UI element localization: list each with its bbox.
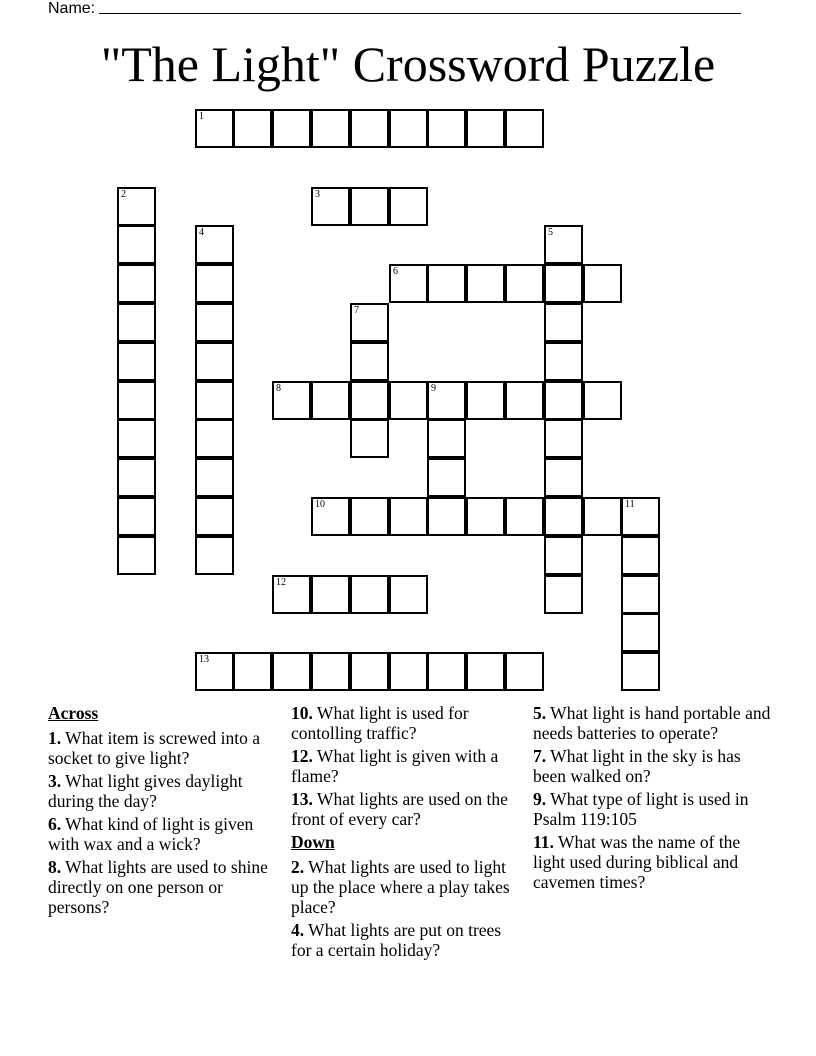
grid-cell[interactable] [389, 109, 428, 148]
clue-number-label: 4. [291, 920, 305, 940]
clue-number-label: 2. [291, 857, 305, 877]
clue-text: What light in the sky is has been walked on? [533, 746, 741, 786]
clue-text: What light is used for contolling traffic? [291, 703, 469, 743]
grid-cell[interactable] [272, 652, 311, 691]
grid-cell[interactable] [117, 187, 156, 226]
clue-number: 11 [625, 499, 635, 510]
grid-cell[interactable] [195, 303, 234, 342]
grid-cell[interactable] [466, 109, 505, 148]
grid-cell[interactable] [427, 264, 466, 303]
grid-cell[interactable] [117, 536, 156, 575]
grid-cell[interactable] [195, 536, 234, 575]
grid-cell[interactable] [544, 381, 583, 420]
clue-number-label: 3. [48, 771, 62, 791]
grid-cell[interactable] [117, 458, 156, 497]
clue-text: What kind of light is given with wax and a wick? [48, 814, 254, 854]
grid-cell[interactable] [621, 497, 660, 536]
name-label: Name: [48, 0, 96, 17]
grid-cell[interactable] [544, 575, 583, 614]
clue-text: What light gives daylight during the day? [48, 771, 243, 811]
grid-cell[interactable] [272, 381, 311, 420]
clues-column-1 [48, 703, 280, 920]
clue-item [533, 703, 773, 743]
clue-text: What lights are used to shine directly on one person or persons? [48, 857, 268, 917]
grid-cell[interactable] [350, 109, 389, 148]
grid-cell[interactable] [427, 109, 466, 148]
grid-cell[interactable] [621, 575, 660, 614]
grid-cell[interactable] [272, 109, 311, 148]
grid-cell[interactable] [117, 264, 156, 303]
clue-number: 1 [199, 111, 204, 122]
grid-cell[interactable] [544, 342, 583, 381]
grid-cell[interactable] [350, 575, 389, 614]
clue-item [48, 814, 280, 854]
grid-cell[interactable] [350, 652, 389, 691]
clue-number-label: 10. [291, 703, 313, 723]
grid-cell[interactable] [117, 497, 156, 536]
clue-text: What was the name of the light used during biblical and cavemen times? [533, 832, 741, 892]
clue-number-label: 8. [48, 857, 62, 877]
clue-number: 7 [354, 305, 359, 316]
clue-text: What lights are used to light up the place where a play takes place? [291, 857, 510, 917]
clue-number-label: 1. [48, 728, 62, 748]
grid-cell[interactable] [583, 381, 622, 420]
clue-number: 9 [431, 383, 436, 394]
grid-cell[interactable] [195, 264, 234, 303]
grid-cell[interactable] [389, 264, 428, 303]
grid-cell[interactable] [544, 497, 583, 536]
grid-cell[interactable] [544, 303, 583, 342]
clue-item [48, 728, 280, 768]
clue-item [533, 746, 773, 786]
grid-cell[interactable] [389, 652, 428, 691]
clue-number-label: 11. [533, 832, 554, 852]
grid-cell[interactable] [350, 381, 389, 420]
grid-cell[interactable] [544, 225, 583, 264]
grid-cell[interactable] [117, 342, 156, 381]
grid-cell[interactable] [195, 109, 234, 148]
grid-cell[interactable] [195, 458, 234, 497]
grid-cell[interactable] [195, 419, 234, 458]
grid-cell[interactable] [544, 419, 583, 458]
clue-number-label: 6. [48, 814, 62, 834]
grid-cell[interactable] [117, 303, 156, 342]
grid-cell[interactable] [350, 497, 389, 536]
clue-number: 4 [199, 227, 204, 238]
clue-number-label: 12. [291, 746, 313, 766]
grid-cell[interactable] [427, 497, 466, 536]
clue-number: 13 [199, 654, 209, 665]
name-underline[interactable] [99, 0, 741, 14]
clue-number-label: 13. [291, 789, 313, 809]
grid-cell[interactable] [350, 419, 389, 458]
grid-cell[interactable] [311, 109, 350, 148]
clue-item [291, 789, 523, 829]
grid-cell[interactable] [350, 187, 389, 226]
clue-text: What lights are used on the front of every car? [291, 789, 508, 829]
name-field[interactable] [48, 0, 748, 22]
grid-cell[interactable] [505, 264, 544, 303]
clue-text: What lights are put on trees for a certain holiday? [291, 920, 502, 960]
puzzle-title: "The Light" Crossword Puzzle [100, 36, 716, 92]
clue-number: 6 [393, 266, 398, 277]
section-heading-down: Down [291, 832, 335, 852]
grid-cell[interactable] [621, 652, 660, 691]
clue-number: 5 [548, 227, 553, 238]
grid-cell[interactable] [311, 187, 350, 226]
grid-cell[interactable] [195, 342, 234, 381]
grid-cell[interactable] [621, 536, 660, 575]
clue-item [291, 857, 523, 917]
clue-number-label: 7. [533, 746, 547, 766]
grid-cell[interactable] [544, 458, 583, 497]
grid-cell[interactable] [544, 536, 583, 575]
grid-cell[interactable] [466, 497, 505, 536]
grid-cell[interactable] [117, 381, 156, 420]
grid-cell[interactable] [389, 187, 428, 226]
clue-item [291, 703, 523, 743]
clue-number: 8 [276, 383, 281, 394]
clues-column-3 [533, 703, 773, 895]
clue-number: 2 [121, 189, 126, 200]
section-heading-across: Across [48, 703, 99, 723]
grid-cell[interactable] [117, 225, 156, 264]
grid-cell[interactable] [233, 109, 272, 148]
grid-cell[interactable] [427, 458, 466, 497]
grid-cell[interactable] [311, 381, 350, 420]
grid-cell[interactable] [195, 225, 234, 264]
clue-item [48, 857, 280, 917]
grid-cell[interactable] [233, 652, 272, 691]
grid-cell[interactable] [427, 419, 466, 458]
clue-text: What type of light is used in Psalm 119:105 [533, 789, 749, 829]
grid-cell[interactable] [466, 381, 505, 420]
grid-cell[interactable] [583, 264, 622, 303]
clue-number-label: 5. [533, 703, 547, 723]
grid-cell[interactable] [621, 613, 660, 652]
clue-number: 3 [315, 189, 320, 200]
grid-cell[interactable] [195, 381, 234, 420]
grid-cell[interactable] [350, 342, 389, 381]
grid-cell[interactable] [311, 575, 350, 614]
clue-item [533, 832, 773, 892]
grid-cell[interactable] [389, 381, 428, 420]
grid-cell[interactable] [466, 652, 505, 691]
grid-cell[interactable] [311, 497, 350, 536]
grid-cell[interactable] [505, 652, 544, 691]
clue-item [291, 920, 523, 960]
grid-cell[interactable] [427, 652, 466, 691]
grid-cell[interactable] [195, 652, 234, 691]
clue-text: What item is screwed into a socket to give light? [48, 728, 261, 768]
clue-item [291, 746, 523, 786]
clue-item [48, 771, 280, 811]
clue-text: What light is given with a flame? [291, 746, 499, 786]
grid-cell[interactable] [117, 419, 156, 458]
clue-item [533, 789, 773, 829]
grid-cell[interactable] [389, 575, 428, 614]
grid-cell[interactable] [195, 497, 234, 536]
clue-number-label: 9. [533, 789, 547, 809]
clue-text: What light is hand portable and needs batteries to operate? [533, 703, 771, 743]
grid-cell[interactable] [427, 381, 466, 420]
grid-cell[interactable] [544, 264, 583, 303]
clue-number: 12 [276, 577, 286, 588]
grid-cell[interactable] [505, 497, 544, 536]
grid-cell[interactable] [350, 303, 389, 342]
grid-cell[interactable] [583, 497, 622, 536]
grid-cell[interactable] [311, 652, 350, 691]
grid-cell[interactable] [466, 264, 505, 303]
clues-column-2 [291, 703, 523, 963]
grid-cell[interactable] [505, 381, 544, 420]
grid-cell[interactable] [389, 497, 428, 536]
grid-cell[interactable] [272, 575, 311, 614]
grid-cell[interactable] [505, 109, 544, 148]
clue-number: 10 [315, 499, 325, 510]
